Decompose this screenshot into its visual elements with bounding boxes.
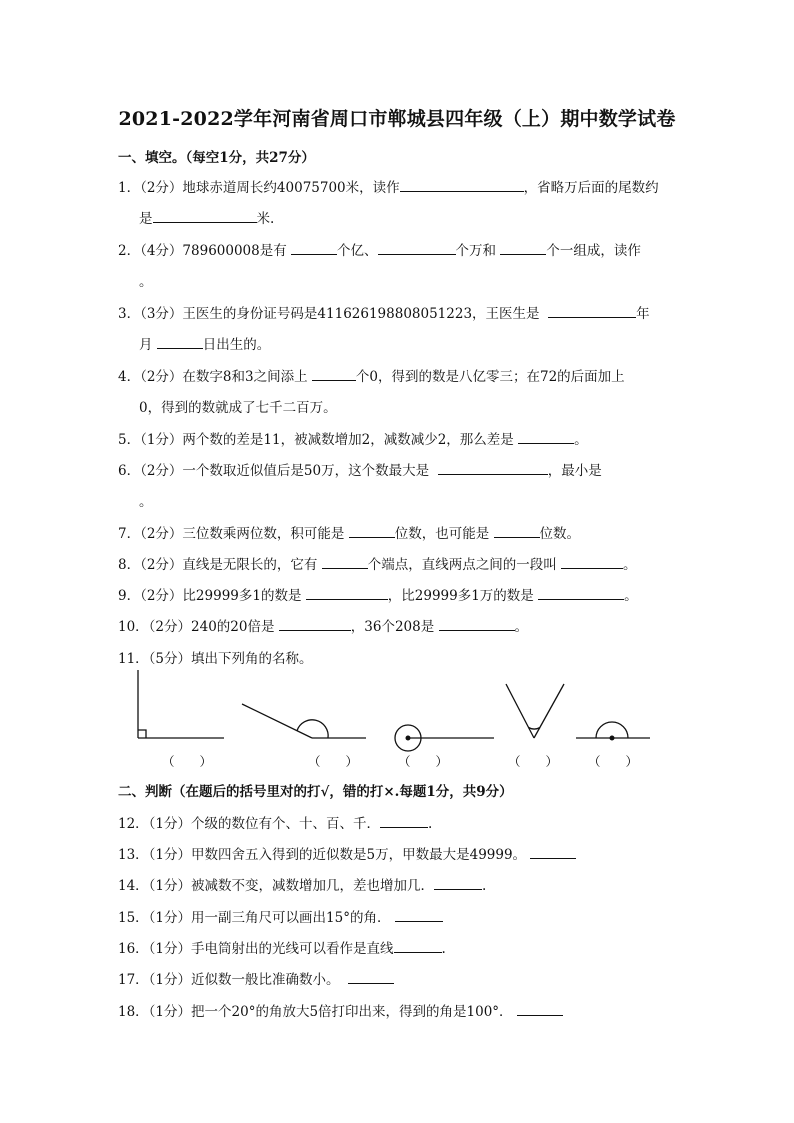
question-12: 12．（1分）个级的数位有个、十、百、千． . bbox=[118, 812, 432, 832]
question-2-cont: 。 bbox=[139, 274, 153, 290]
answer-blank[interactable] bbox=[348, 969, 394, 984]
question-13: 13．（1分）甲数四舍五入得到的近似数是5万，甲数最大是49999。 bbox=[118, 843, 576, 863]
answer-paren[interactable]: （ ） bbox=[398, 754, 449, 769]
acute-angle-shape bbox=[506, 684, 564, 738]
question-15: 15．（1分）用一副三角尺可以画出15°的角． bbox=[118, 906, 443, 926]
question-6-cont: 。 bbox=[139, 494, 153, 510]
question-14: 14．（1分）被减数不变，减数增加几，差也增加几． . bbox=[118, 874, 486, 894]
answer-blank[interactable] bbox=[518, 429, 574, 444]
round-angle-vertex bbox=[406, 736, 411, 741]
question-10: 10．（2分）240的20倍是 ，36个208是 。 bbox=[118, 615, 528, 635]
question-16: 16．（1分）手电筒射出的光线可以看作是直线 . bbox=[118, 937, 446, 957]
answer-blank[interactable] bbox=[548, 303, 636, 318]
question-3-cont: 月 日出生的。 bbox=[139, 333, 270, 353]
question-2: 2．（4分）789600008是有 个亿、 个万和 个一组成，读作 bbox=[118, 239, 641, 259]
answer-blank[interactable] bbox=[530, 844, 576, 859]
question-9: 9．（2分）比29999多1的数是 ，比29999多1万的数是 。 bbox=[118, 584, 638, 604]
section-heading-fill-in: 一、填空。（每空1分，共27分） bbox=[118, 150, 315, 166]
answer-blank[interactable] bbox=[438, 460, 548, 475]
straight-angle-vertex bbox=[610, 736, 615, 741]
answer-paren[interactable]: （ ） bbox=[588, 754, 639, 769]
answer-blank[interactable] bbox=[538, 585, 624, 600]
obtuse-angle-shape bbox=[242, 704, 366, 738]
question-11: 11．（5分）填出下列角的名称。 bbox=[118, 651, 313, 667]
answer-blank[interactable] bbox=[306, 585, 388, 600]
answer-blank[interactable] bbox=[157, 334, 203, 349]
angles-figure bbox=[132, 664, 652, 774]
straight-angle-shape bbox=[576, 722, 650, 738]
answer-blank[interactable] bbox=[291, 240, 337, 255]
answer-blank[interactable] bbox=[561, 554, 623, 569]
answer-blank[interactable] bbox=[322, 554, 368, 569]
question-3: 3．（3分）王医生的身份证号码是411626198808051223，王医生是 年 bbox=[118, 302, 650, 322]
question-4-cont: 0，得到的数就成了七千二百万。 bbox=[139, 400, 337, 416]
answer-blank[interactable] bbox=[378, 240, 456, 255]
question-5: 5．（1分）两个数的差是11，被减数增加2，减数减少2，那么差是 。 bbox=[118, 428, 588, 448]
answer-blank[interactable] bbox=[400, 177, 524, 192]
question-6: 6．（2分）一个数取近似值后是50万，这个数最大是 ，最小是 bbox=[118, 459, 602, 479]
question-17: 17．（1分）近似数一般比准确数小。 bbox=[118, 968, 394, 988]
question-1: 1．（2分）地球赤道周长约40075700米，读作 ，省略万后面的尾数约 bbox=[118, 176, 659, 196]
question-8: 8．（2分）直线是无限长的，它有 个端点，直线两点之间的一段叫 。 bbox=[118, 553, 637, 573]
answer-blank[interactable] bbox=[312, 366, 356, 381]
answer-blank[interactable] bbox=[153, 208, 257, 223]
answer-blank[interactable] bbox=[500, 240, 546, 255]
question-4: 4．（2分）在数字8和3之间添上 个0，得到的数是八亿零三；在72的后面加上 bbox=[118, 365, 625, 385]
answer-paren[interactable]: （ ） bbox=[508, 754, 559, 769]
answer-blank[interactable] bbox=[279, 616, 351, 631]
question-1-cont: 是 米. bbox=[139, 207, 274, 227]
answer-blank[interactable] bbox=[380, 813, 428, 828]
answer-blank[interactable] bbox=[395, 907, 443, 922]
answer-paren[interactable]: （ ） bbox=[308, 754, 359, 769]
answer-paren[interactable]: （ ） bbox=[162, 754, 213, 769]
page-title: 2021-2022学年河南省周口市郸城县四年级（上）期中数学试卷 bbox=[118, 108, 676, 130]
answer-blank[interactable] bbox=[394, 938, 442, 953]
answer-blank[interactable] bbox=[494, 523, 540, 538]
section-heading-true-false: 二、判断（在题后的括号里对的打√，错的打×.每题1分，共9分） bbox=[118, 784, 513, 800]
answer-blank[interactable] bbox=[349, 523, 395, 538]
right-angle-shape bbox=[138, 670, 224, 738]
question-7: 7．（2分）三位数乘两位数，积可能是 位数，也可能是 位数。 bbox=[118, 522, 580, 542]
answer-blank[interactable] bbox=[439, 616, 515, 631]
answer-blank[interactable] bbox=[434, 875, 482, 890]
question-18: 18．（1分）把一个20°的角放大5倍打印出来，得到的角是100°． bbox=[118, 1000, 563, 1020]
answer-blank[interactable] bbox=[517, 1001, 563, 1016]
